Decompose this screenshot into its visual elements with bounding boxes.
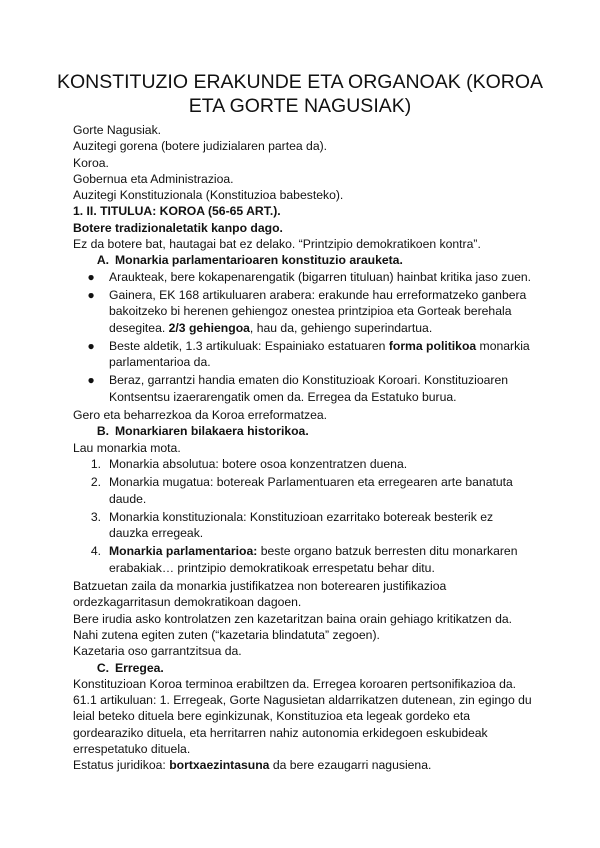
list-item xyxy=(73,509,533,542)
bullet-bold-text: forma politikoa xyxy=(388,338,477,353)
bullet-bold-text: 2/3 gehiengoa xyxy=(168,320,250,335)
bullet-text: Beraz, garrantzi handia ematen dio Konstituzioak Koroari. Konstituzioaren Kontsentsu izaerarengatik omen da. Erregea da Estatuko burua. xyxy=(109,373,509,404)
bullet-text: Araukteak, bere kokapenarengatik (bigarren tituluan) hainbat kritika jaso zuen. xyxy=(109,269,532,284)
list-bold-text: Monarkia parlamentarioa: xyxy=(109,544,258,559)
section-a-heading xyxy=(73,252,533,268)
section-b-list xyxy=(73,456,533,576)
document-body xyxy=(73,122,533,774)
intro-line: Auzitegi gorena (botere judizialaren partea da). xyxy=(73,139,328,154)
section-a-after: Gero eta beharrezkoa da Koroa erreformatzea. xyxy=(73,408,328,423)
intro-line: Auzitegi Konstituzionala (Konstituzioa babesteko). xyxy=(73,188,344,203)
section-b-after-line: Bere irudia asko kontrolatzen zen kazetaritzan baina orain gehiago kritikatzen da. Nahi zutena egiten zuten (“kazetaria blindatuta” zegoen). xyxy=(73,611,513,642)
intro-line: Gorte Nagusiak. xyxy=(73,123,162,137)
list-number: 4. xyxy=(90,544,101,559)
list-item xyxy=(73,269,533,285)
section-a-label: A. xyxy=(96,253,109,268)
bullet-text: , hau da, gehiengo superindartua. xyxy=(249,320,433,335)
section-c-label: C. xyxy=(96,660,109,675)
list-number: 3. xyxy=(90,509,101,524)
section-b-after-line: Batzuetan zaila da monarkia justifikatzea non boterearen justifikazioa ordezkagarritasun demokratikoan dagoen. xyxy=(73,579,447,610)
section-c-title: Erregea. xyxy=(115,660,164,675)
section-a-title: Monarkia parlamentarioaren konstituzio arauketa. xyxy=(115,253,403,268)
document-title: KONSTITUZIO ERAKUNDE ETA ORGANOAK (KOROA ETA GORTE NAGUSIAK) xyxy=(56,71,544,117)
bullet-text: Beste aldetik, 1.3 artikuluak: Espainiako estatuaren xyxy=(109,338,389,353)
list-item xyxy=(73,287,533,336)
list-item xyxy=(73,372,533,405)
subheading: Botere tradizionaletatik kanpo dago. xyxy=(73,220,283,235)
intro-paragraph: Ez da botere bat, hautagai bat ez delako. “Printzipio demokratikoen kontra”. xyxy=(73,237,481,252)
list-text: Monarkia absolutua: botere osoa konzentratzen duena. xyxy=(109,456,408,471)
section-a-bullets xyxy=(73,269,533,405)
section-c-last-pre: Estatus juridikoa: xyxy=(73,758,170,773)
bullet-icon: ● xyxy=(87,373,95,388)
section-c-heading xyxy=(73,660,533,676)
section-c-paragraph: 61.1 artikuluan: 1. Erregeak, Gorte Nagusietan aldarrikatzen dutenean, zin egingo du leial beteko dituela bere eginkizunak, Konstituzioa eta legeak gordeko eta gordearaziko dituela, eta herritarren nahiz autonomia erkidegoen eskubideak errespetatuko dituela. xyxy=(73,693,532,756)
section-b-after-line: Kazetaria oso garrantzitsua da. xyxy=(73,644,242,659)
list-item xyxy=(73,456,533,472)
section-c-paragraph: Konstituzioan Koroa terminoa erabiltzen da. Erregea koroaren pertsonifikazioa da. xyxy=(73,676,517,691)
list-text: beste organo batzuk berresten ditu monarkaren erabakiak… printzipio demokratikoak errespetatu behar ditu. xyxy=(109,544,518,575)
list-text: Monarkia konstituzionala: Konstituzioan ezarritako botereak besterik ez dauzka erregeak. xyxy=(109,509,494,541)
section-b-intro: Lau monarkia mota. xyxy=(73,440,181,455)
bullet-icon: ● xyxy=(87,269,95,284)
intro-line: Koroa. xyxy=(73,155,109,170)
bullet-icon: ● xyxy=(87,287,95,302)
list-item xyxy=(73,474,533,507)
list-item xyxy=(73,543,533,576)
list-number: 1. xyxy=(90,456,101,471)
section-b-heading xyxy=(73,423,533,439)
section-b-label: B. xyxy=(96,424,109,439)
list-number: 2. xyxy=(90,475,101,490)
bullet-text: Gainera, EK 168 artikuluaren arabera: erakunde hau erreformatzeko ganbera bakoitzeko bi herenen gehiengoz onestea printzipioa eta Gorteak berehala desegitea. xyxy=(109,287,527,335)
section-c-last xyxy=(73,757,533,773)
section-b-title: Monarkiaren bilakaera historikoa. xyxy=(115,424,309,439)
bullet-text: monarkia parlamentarioa da. xyxy=(109,338,530,370)
list-text: Monarkia mugatua: botereak Parlamentuaren eta erregearen arte banatuta daude. xyxy=(109,475,513,506)
section-c-last-bold: bortxaezintasuna xyxy=(169,758,270,773)
intro-line: Gobernua eta Administrazioa. xyxy=(73,171,234,186)
bullet-icon: ● xyxy=(87,338,95,353)
list-item xyxy=(73,338,533,371)
section-c-last-post: da bere ezaugarri nagusiena. xyxy=(269,758,432,773)
section-heading: 1. II. TITULUA: KOROA (56-65 ART.). xyxy=(73,204,281,219)
